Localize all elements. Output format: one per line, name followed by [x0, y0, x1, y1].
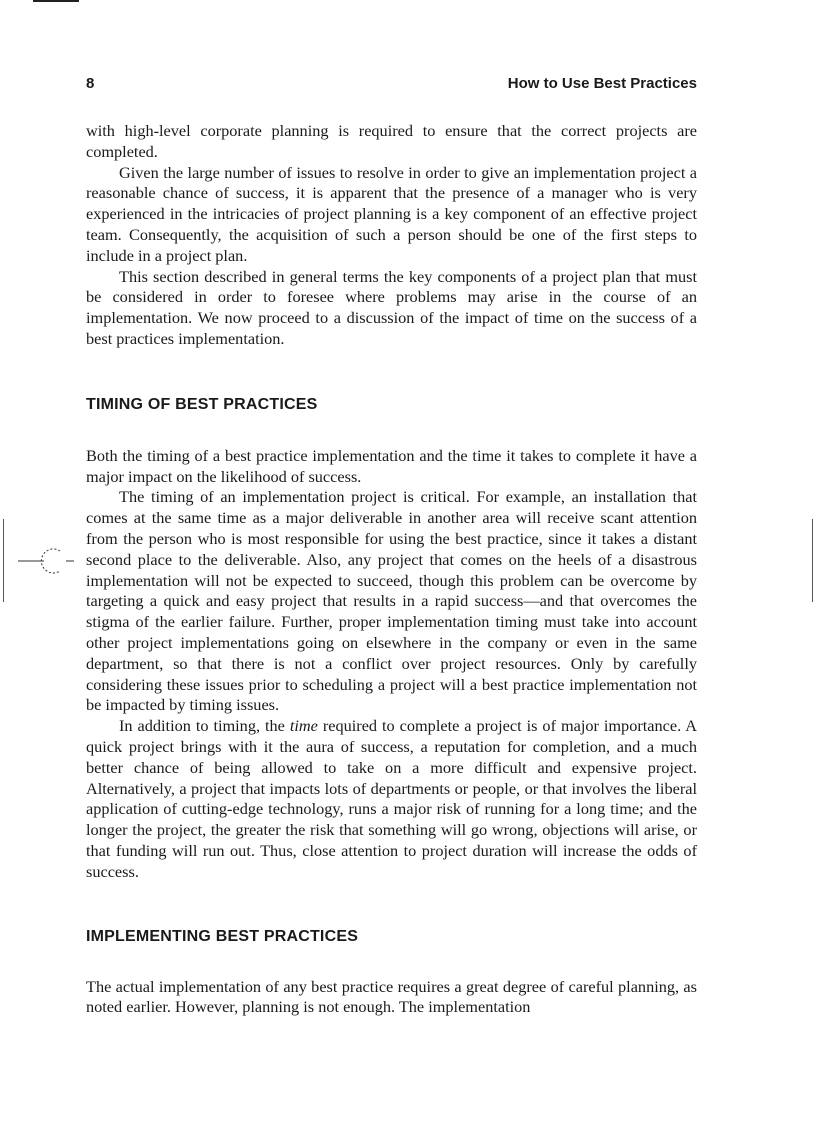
section-heading-timing: TIMING OF BEST PRACTICES	[86, 395, 318, 413]
running-title: How to Use Best Practices	[507, 75, 697, 92]
paragraph: The actual implementation of any best practice requires a great degree of careful planning, as noted earlier. However, planning is not enough. The implementation	[86, 976, 697, 1017]
paragraph	[86, 716, 697, 882]
margin-rule-right	[812, 519, 813, 602]
margin-rule-left	[3, 519, 4, 602]
text-run: required to complete a project is of major importance. A quick project brings with it the aura of success, a reputation for completion, and a much better chance of being allowed to take on a more difficult and expensive project. Alternatively, a project that impacts lots of departments or people, or that involves the liberal application of cutting-edge technology, runs a major risk of running for a long time; and the longer the project, the greater the risk that something will go wrong, objections will arise, or that funding will run out. Thus, close attention to project duration will increase the odds of success.	[86, 716, 697, 881]
page-header	[86, 73, 697, 95]
page-body	[86, 121, 697, 1018]
paragraph: Given the large number of issues to resolve in order to give an implementation project a reasonable chance of success, it is apparent that the presence of a manager who is very experienced in the intricacies of project planning is a key component of an effective project team. Consequently, the acquisition of such a person should be one of the first steps to include in a project plan.	[86, 162, 697, 265]
text-run: In addition to timing, the	[119, 716, 290, 736]
crop-mark-top	[33, 0, 79, 2]
paragraph: with high-level corporate planning is required to ensure that the correct projects are completed.	[86, 121, 697, 161]
emphasis-time: time	[289, 716, 318, 736]
page-number: 8	[86, 75, 95, 92]
paragraph: Both the timing of a best practice implementation and the time it takes to complete it have a major impact on the likelihood of success.	[86, 445, 697, 486]
section-heading-implementing: IMPLEMENTING BEST PRACTICES	[86, 927, 359, 945]
registration-mark-icon	[14, 546, 80, 576]
paragraph: This section described in general terms the key components of a project plan that must be considered in order to foresee where problems may arise in the course of an implementation. We now proceed to a discussion of the impact of time on the success of a best practices implementation.	[86, 266, 697, 348]
paragraph: The timing of an implementation project is critical. For example, an installation that comes at the same time as a major deliverable in another area will receive scant attention from the person who is most responsible for using the best practice, since it takes a distant second place to the deliverable. Also, any project that comes on the heels of a disastrous implementation will not be expected to succeed, though this problem can be overcome by targeting a quick and easy project that results in a rapid success—and that overcomes the stigma of the earlier failure. Further, proper implementation timing must take into account other project implementations going on elsewhere in the company or even in the same department, so that there is not a conflict over project resources. Only by carefully considering these issues prior to scheduling a project will a best practice implementation not be impacted by timing issues.	[86, 487, 697, 715]
